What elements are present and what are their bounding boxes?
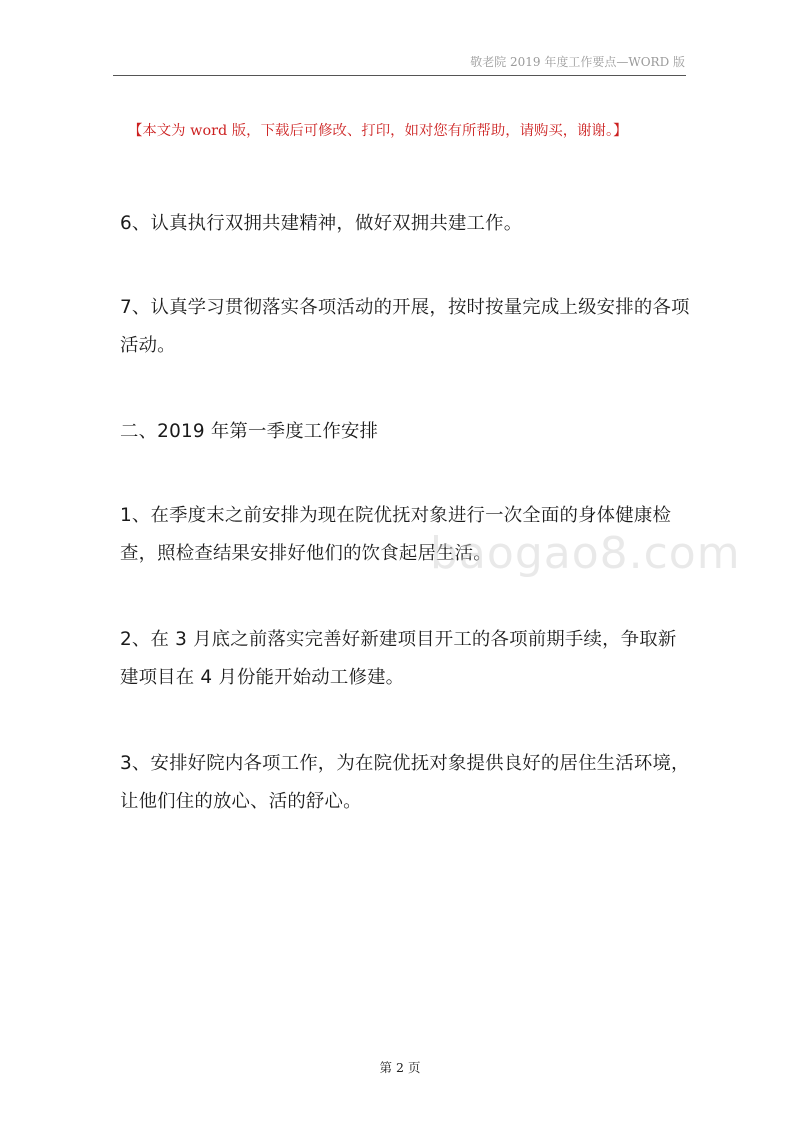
paragraph-item-6: 6、认真执行双拥共建精神，做好双拥共建工作。 [120,213,523,234]
paragraph-q1-item-2: 2、在 3 月底之前落实完善好新建项目开工的各项前期手续，争取新建项目在 4 月份能开始动工修建。 [120,629,677,688]
header-title: 敬老院 2019 年度工作要点—WORD 版 [470,55,685,69]
paragraph-q1-item-3: 3、安排好院内各项工作，为在院优抚对象提供良好的居住生活环境，让他们住的放心、活的舒心。 [120,753,690,812]
paragraph-q1-item-1: 1、在季度末之前安排为现在院优抚对象进行一次全面的身体健康检查，照检查结果安排好他们的饮食起居生活。 [120,505,672,564]
section-heading: 二、2019 年第一季度工作安排 [120,421,379,442]
page-number: 第 2 页 [379,1060,421,1075]
purchase-notice: 【本文为 word 版，下载后可修改、打印，如对您有所帮助，请购买，谢谢。】 [128,123,628,139]
watermark: baogao8.com [430,528,741,579]
paragraph-item-7: 7、认真学习贯彻落实各项活动的开展，按时按量完成上级安排的各项活动。 [120,297,690,356]
header-divider [113,75,686,76]
